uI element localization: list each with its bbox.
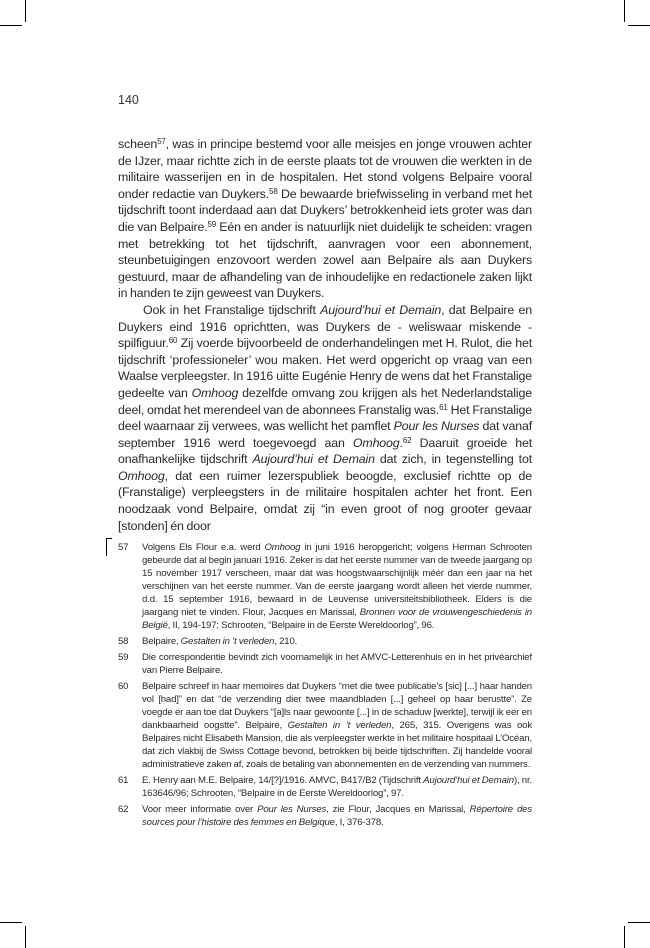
text-run: , was in principe bestemd voor alle meisjes en jonge vrouwen achter de IJzer, maar richtte zich in de eerste plaats tot de vrouwen die werkten in de militaire wasserijen en in de hospitalen. Het stond volgens Belpaire vooral onder redactie van Duykers. [118,137,532,201]
crop-mark-top-right [624,0,625,22]
footnote-ref-57[interactable]: 57 [157,137,166,146]
footnote-text [142,635,532,648]
text-run: , I, 376-378. [334,817,384,828]
footnote-58 [118,635,532,648]
text-run: , dat een ruimer lezerspubliek beoogde, exclusief richtte op de (Franstalige) verpleegsters in de militaire hospitalen achter het front. Een noodzaak vond Belpaire, omdat zij “in even groot of nog grooter gevaar [stonden] én door [118,468,532,533]
footnote-number: 59 [118,652,129,663]
text-run: scheen [118,137,158,151]
text-run: Het Franstalige deel waarnaar zij verwees, was wellicht het pamflet [118,402,532,434]
text-run: Belpaire schreef in haar memoires dat Duykers “met die twee publicatie’s [sic] [...] haar handen vol [had]” en dat “de verzending dier twee maandbladen [...] geheel op haar berustte”. Ze voegde er aan toe dat Duykers “[a]ls naar gewoonte [...] in de schaduw [werkte], terwijl ik eer en dankbaarheid oogstte”. Belpaire, [142,681,532,731]
italic-title: Répertoire des sources pour l’histoire des femmes en Belgique [142,804,532,828]
footnote-59 [118,651,532,677]
crop-mark-bottom-left [25,926,26,948]
footnote-ref-61[interactable]: 61 [439,402,448,412]
footnote-57 [118,541,532,632]
text-run: Zij voerde bijvoorbeeld de onderhandelingen met H. Rulot, die het tijdschrift ‘professioneler’ wou maken. Het werd opgericht op vraag van een Waalse verpleegster. In 1916 uitte Eugénie Henry de wens dat het Franstalige gedeelte van [118,336,532,400]
text-run: Belpaire, [142,636,181,647]
text-run: . [399,435,403,450]
text-run: dezelfde omvang zou krijgen als het Nederlandstalige deel, omdat het merendeel van de abonnees Franstalig was. [118,385,532,417]
italic-title: Omhoog [352,435,400,450]
footnote-text [142,803,532,829]
text-run: , dat Belpaire en Duykers eind 1916 oprichtten, was Duykers de - weliswaar miskende - spilfiguur. [118,302,533,351]
italic-title: Pour les Nurses [257,804,327,815]
crop-mark-bottom-right-h [628,922,650,923]
text-run: Eén en ander is natuurlijk niet duidelijk te scheiden: vragen met betrekking tot het tijdschrift, aanvragen voor een abonnement, steunbetuigingen enzovoort werden zowel aan Belpaire als aan Duykers gestuurd, maar de afhandeling van de inhoudelijke en redactionele zaken lijkt in handen te zijn geweest van Duykers. [118,219,532,301]
crop-mark-bottom-left-h [0,922,22,923]
footnote-ref-58[interactable]: 58 [269,186,278,196]
crop-mark-top-left [25,0,26,22]
text-run: in juni 1916 heropgericht; volgens Herman Schrooten gebeurde dat al begin januari 1916. Zeker is dat het eerste nummer van de tweede jaargang op 15 november 1917 verscheen, maar dat was hoogstwaarschijnlijk méér dan een jaar na het verschijnen van het eerste nummer. Van de eerste jaargang wordt alleen het vierde nummer, d.d. 15 september 1916, bewaard in de Leuvense universiteitsbibliotheek. Elders is die jaargang niet te vinden. Flour, Jacques en Marissal, [142,542,532,618]
text-run: Volgens Els Flour e.a. werd [142,542,265,553]
footnote-61 [118,774,532,800]
footnote-number: 60 [118,681,129,692]
footnote-ref-59[interactable]: 59 [207,219,217,229]
footnote-ref-60[interactable]: 60 [168,336,178,346]
footnote-text [142,541,532,632]
text-run: ), nr. 163646/96; Schrooten, “Belpaire in de Eerste Wereldoorlog”, 97. [142,775,532,799]
italic-title: Omhoog [191,385,239,400]
text-run: , II, 194-197; Schrooten, “Belpaire in de Eerste Wereldoorlog”, 96. [167,620,435,631]
page-number: 140 [118,93,139,107]
footnote-number: 61 [118,775,129,786]
paragraph-1 [118,136,532,302]
footnote-62 [118,803,532,829]
footnote-separator [106,538,107,556]
crop-mark-bottom-right [624,926,625,948]
footnote-number: 58 [118,636,129,647]
italic-title: Omhoog [264,542,301,553]
footnote-text [142,680,532,771]
body-text [118,136,532,534]
text-run: E. Henry aan M.E. Belpaire, 14/[?]/1916. AMVC, B417/B2 (Tijdschrift [142,775,424,786]
italic-title: Gestalten in ’t verleden [180,636,275,647]
italic-title: Aujourd’hui et Demain [252,452,375,467]
italic-title: Aujourd’hui et Demain [423,775,514,786]
footnote-number: 57 [118,542,129,553]
crop-mark-top-right-h [628,25,650,26]
text-run: , 210. [274,636,298,647]
italic-title: Omhoog [118,468,165,483]
text-run: dat vanaf september 1916 werd toegevoegd aan [118,419,532,450]
footnote-ref-62[interactable]: 62 [402,435,412,445]
italic-title: Bronnen voor de vrouwengeschiedenis in België [142,607,532,631]
text-run: Voor meer informatie over [142,804,258,815]
italic-title: Pour les Nurses [393,419,480,434]
text-run: De bewaarde briefwisseling in verband met het tijdschrift toont inderdaad aan dat Duykers’ betrokkenheid iets groter was dan die van Belpaire. [118,186,532,234]
footnote-number: 62 [118,804,129,815]
text-run: , 265, 315. Overigens was ook Belpaires nicht Elisabeth Mansion, die als verpleegster werkte in het militaire hospitaal L’Océan, dat zich vlakbij de Swiss Cottage bevond, betrokken bij beide tijdschriften. Zij handelde vooral administratieve zaken af, zoals de betaling van abonnementen en de verzending van nummers. [142,720,532,770]
italic-title: Aujourd’hui et Demain [320,302,442,317]
text-run: Ook in het Franstalige tijdschrift [143,302,321,317]
footnote-text: Die correspondentie bevindt zich voornamelijk in het AMVC-Letterenhuis en in het privéarchief van Pierre Belpaire. [142,652,532,676]
text-run: dat zich, in tegenstelling tot [374,452,533,467]
italic-title: Gestalten in ’t verleden [287,720,392,731]
footnotes [118,541,532,832]
footnote-60 [118,680,532,771]
text-run: , zie Flour, Jacques en Marissal, [326,804,470,815]
crop-mark-top-left-h [0,25,22,26]
text-run: Daaruit groeide het onafhankelijke tijdschrift [118,435,532,467]
paragraph-2 [118,302,532,534]
footnote-separator-tick [106,538,112,539]
footnote-text [142,774,532,800]
